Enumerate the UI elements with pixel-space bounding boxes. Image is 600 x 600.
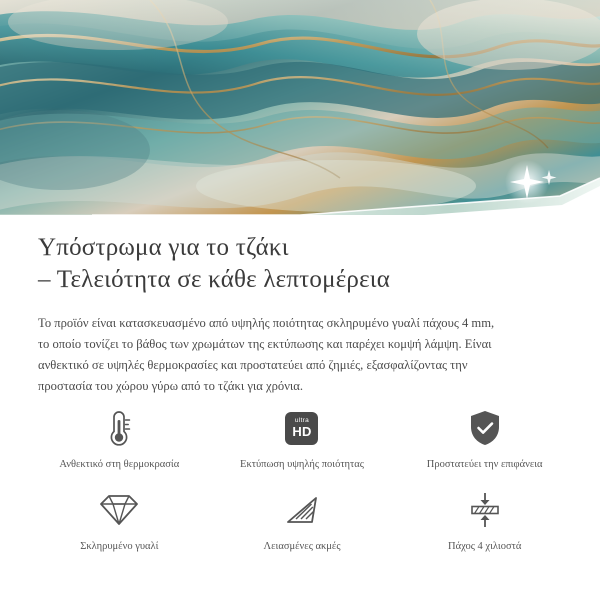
hero-image xyxy=(0,0,600,215)
feature-polished-edges xyxy=(211,488,394,558)
page-title xyxy=(38,232,568,296)
title-line-2: – Τελειότητα σε κάθε λεπτομέρεια xyxy=(38,266,391,293)
feature-tempered-glass xyxy=(28,488,211,558)
title-line-1: Υπόστρωμα για το τζάκι xyxy=(38,234,289,261)
polished-edges-icon xyxy=(285,488,319,532)
ultra-hd-badge-icon xyxy=(285,406,318,450)
thickness-arrows-icon xyxy=(467,488,503,532)
description-text xyxy=(38,313,566,397)
description-line-4: προστασία του χώρου γύρω από το τζάκι για χρόνια. xyxy=(38,379,304,393)
feature-high-quality-print xyxy=(211,406,394,476)
feature-label: Ανθεκτικό στη θερμοκρασία xyxy=(59,459,180,470)
description-line-3: ανθεκτικό σε υψηλές θερμοκρασίες και προστατεύει από ζημιές, εξασφαλίζοντας την xyxy=(38,358,468,372)
badge-hd-text: HD xyxy=(292,424,312,440)
description-line-2: το οποίο τονίζει το βάθος των χρωμάτων της εκτύπωσης και παρέχει κομψή λάμψη. Είναι xyxy=(38,337,492,351)
feature-heat-resistant xyxy=(28,406,211,476)
shield-check-icon xyxy=(468,406,502,450)
feature-label: Πάχος 4 χιλιοστά xyxy=(448,541,522,552)
feature-label: Προστατεύει την επιφάνεια xyxy=(426,459,543,470)
feature-label: Λειασμένες ακμές xyxy=(263,541,341,552)
feature-grid xyxy=(28,406,576,558)
feature-surface-protection xyxy=(393,406,576,476)
thermometer-icon xyxy=(104,406,134,450)
feature-label: Σκληρυμένο γυαλί xyxy=(80,541,159,552)
description-line-1: Το προϊόν είναι κατασκευασμένο από υψηλής ποιότητας σκληρυμένο γυαλί πάχους 4 mm, xyxy=(38,316,495,330)
badge-ultra-text: ultra xyxy=(294,416,310,424)
glass-panel-illustration xyxy=(0,0,600,215)
diamond-icon xyxy=(100,488,138,532)
feature-thickness xyxy=(393,488,576,558)
feature-label: Εκτύπωση υψηλής ποιότητας xyxy=(240,459,364,470)
